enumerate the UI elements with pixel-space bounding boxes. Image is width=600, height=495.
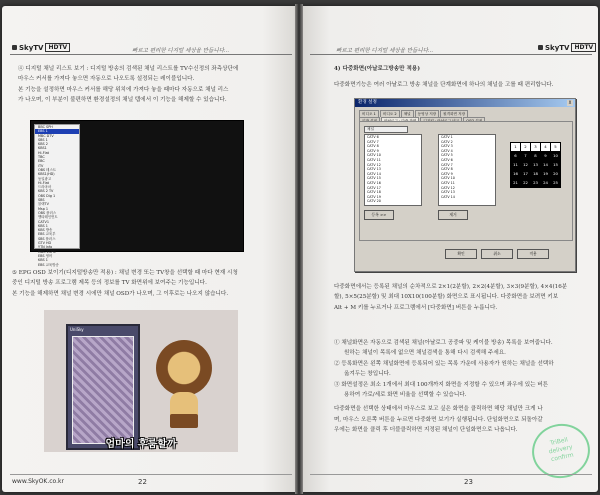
grid-cell[interactable]: 15 xyxy=(551,161,560,169)
cancel-button[interactable]: 취소 xyxy=(481,249,513,259)
osd-screenshot xyxy=(44,310,238,452)
list-item[interactable]: CATV 15 xyxy=(367,176,381,181)
grid-cell[interactable]: 21 xyxy=(511,179,520,187)
text-line: 다중화면을 선택한 상태에서 마우스로 보고 싶은 화면을 클릭하면 해당 채널만 크게 나 xyxy=(334,406,543,413)
left-page xyxy=(2,6,298,492)
text-line: Alt + M 키를 누르거나 프로그램에서 [다중화면] 버튼을 누릅니다. xyxy=(334,304,498,311)
intro-text: 다중화면기능은 여러 아날로그 방송 채널을 단계화면에 하나의 채널을 고를 때 편리합니다. xyxy=(334,82,554,88)
list-item[interactable]: CATV 7 xyxy=(441,162,453,167)
right-slogan: 빠르고 편리한 디지털 세상을 만듭니다... xyxy=(336,48,434,54)
card-tag: UniSky xyxy=(70,327,84,332)
text-line: ④ 디지털 채널 리스트 보기 : 디지털 방송의 검색된 채널 리스트를 TV수신정의 좌측상단에 xyxy=(18,66,239,72)
channel-list-item[interactable]: KBS1 xyxy=(38,146,47,151)
text-line: 옮겨두는 창입니다. xyxy=(344,371,391,378)
left-page-number: 22 xyxy=(138,478,147,486)
list-item[interactable]: CATV 9 xyxy=(441,171,453,176)
list-item[interactable]: CATV 11 xyxy=(367,157,381,162)
right-header-rule xyxy=(310,54,592,55)
channel-list-item[interactable]: EBC xyxy=(38,159,45,164)
list-item[interactable]: CATV 17 xyxy=(367,185,381,190)
grid-cell[interactable]: 22 xyxy=(521,179,530,187)
channel-label: 채널 xyxy=(364,126,408,133)
registered-listbox[interactable] xyxy=(438,134,496,206)
list-item[interactable]: CATV 12 xyxy=(441,185,455,190)
dialog-tab[interactable]: 원격화면 저장 xyxy=(440,110,468,117)
text-line: ⑤ EPG OSD 보이기(디지털방송만 적용) : 채널 변경 또는 TV창을 선택할 때 마다 현재 시청 xyxy=(12,270,238,276)
channel-list-item[interactable]: 동일광고 xyxy=(38,176,52,181)
list-item[interactable]: CATV 18 xyxy=(367,190,381,195)
logo-mark-icon xyxy=(538,45,543,50)
logo-badge: HDTV xyxy=(45,43,70,52)
list-item[interactable]: CATV 10 xyxy=(367,153,381,158)
text-line: 본 기능을 설정하면 마우스 커서를 해당 위치에 가져다 놓을 때마다 자동으로 채널 리스 xyxy=(18,86,229,93)
list-item[interactable]: CATV 8 xyxy=(367,144,379,149)
channel-list-item[interactable]: Msp 1 xyxy=(38,206,49,211)
text-line: ③ 화면설정은 최소 1개에서 최대 100개까지 화면을 지정할 수 있으며 좌우에 있는 버튼 xyxy=(334,381,549,388)
text-line: 용하여 가로/세로 화면 비율을 선택할 수 있습니다. xyxy=(344,392,467,399)
channel-list-item[interactable]: 엔타테인먼트 xyxy=(38,215,58,220)
section-5-text xyxy=(12,268,238,299)
dialog-titlebar xyxy=(355,99,575,107)
list-item[interactable]: CATV 8 xyxy=(441,167,453,172)
channel-list-item[interactable]: GTV HD xyxy=(38,241,52,246)
close-icon[interactable]: X xyxy=(568,100,572,105)
channel-list-item[interactable]: MBC DTV xyxy=(38,133,54,138)
channel-list-item[interactable]: BBC SPH xyxy=(38,125,53,129)
section-heading: 4) 다중화면(아날로그방송만 적용) xyxy=(334,66,420,72)
list-item[interactable]: CATV 11 xyxy=(441,180,455,185)
text-line: 며, 마우스 오른쪽 버튼을 누르면 다중화면 보기가 실행됩니다. 단일화면으로 되돌아갈 xyxy=(334,416,543,423)
channel-list-item[interactable]: MBC ESPN xyxy=(38,249,56,254)
apply-button[interactable]: 적용 xyxy=(517,249,549,259)
book-gutter xyxy=(295,4,303,494)
channel-list-item[interactable]: KBS 2 xyxy=(38,142,48,147)
channel-list-item[interactable]: KBS 1 xyxy=(38,223,48,228)
left-slogan: 빠르고 편리한 디지털 세상을 만듭니다... xyxy=(132,48,230,54)
left-logo xyxy=(12,43,70,52)
notes-text xyxy=(334,338,554,436)
channel-list-screenshot xyxy=(30,120,244,267)
dialog-tab[interactable]: 동영상 저장 xyxy=(415,110,440,117)
channel-list-item[interactable]: CATV1 xyxy=(38,219,49,224)
channel-list-item[interactable]: iTV xyxy=(38,163,44,168)
text-line: 원하는 채널이 목록에 없으면 채널검색을 통해 다시 검색해 주세요. xyxy=(344,350,506,357)
list-item[interactable]: CATV 20 xyxy=(367,199,381,204)
channel-list-item[interactable]: Hi-Flat xyxy=(38,150,50,155)
left-footer-rule xyxy=(10,474,292,475)
channel-list-item[interactable]: KBS 방송 xyxy=(38,228,53,233)
channel-list-item[interactable]: SBS 1 xyxy=(38,137,48,142)
list-item[interactable]: CATV 14 xyxy=(441,194,455,199)
grid-cell[interactable]: 20 xyxy=(551,170,560,178)
multiscreen-panel xyxy=(359,121,573,241)
footer-url: www.SkyOK.co.kr xyxy=(12,478,64,485)
channel-list-panel xyxy=(34,124,80,267)
logo-badge: HDTV xyxy=(571,43,596,52)
list-item[interactable]: CATV 6 xyxy=(441,157,453,162)
text-line: ② 등록화면은 왼쪽 채널화면에 등록되어 있는 목록 가운데 사용자가 원하는 채널을 선택하 xyxy=(334,360,554,367)
channel-list-item[interactable]: EBS 1 xyxy=(35,129,79,133)
left-header-rule xyxy=(10,54,292,55)
osd-caption: 엄마의 후룸할까 xyxy=(105,439,177,450)
channel-list-item[interactable]: KBS 2 TV xyxy=(38,189,54,194)
list-item[interactable]: CATV 14 xyxy=(367,171,381,176)
channel-list-item[interactable]: Hi-Flat xyxy=(38,180,50,185)
logo-brand: SkyTV xyxy=(545,43,570,52)
grid-cell[interactable]: 23 xyxy=(531,179,540,187)
grid-cell[interactable]: 6 xyxy=(511,152,520,160)
text-line: 본 기능을 해제하면 채널 변경 시에만 채널 OSD가 나오며, 그 이후로는 나오지 않습니다. xyxy=(12,290,229,297)
list-item[interactable]: CATV 19 xyxy=(367,194,381,199)
list-item[interactable]: CATV 2 xyxy=(441,139,453,144)
channel-listbox[interactable] xyxy=(364,134,422,206)
card-pattern xyxy=(72,336,134,444)
grid-cell[interactable]: 4 xyxy=(541,143,550,151)
right-page xyxy=(300,6,598,492)
channel-list-item[interactable]: 블랙TV xyxy=(38,202,49,207)
channel-list-item[interactable]: OBS Dig 1 xyxy=(38,193,56,198)
channel-list-item[interactable]: EBS 교육부 xyxy=(38,232,56,237)
grid-cell[interactable]: 5 xyxy=(551,143,560,151)
grid-cell[interactable]: 11 xyxy=(511,161,520,169)
grid-cell[interactable]: 10 xyxy=(551,152,560,160)
list-item[interactable]: CATV 3 xyxy=(441,144,453,149)
list-item[interactable]: CATV 10 xyxy=(441,176,455,181)
logo-mark-icon xyxy=(12,45,17,50)
grid-cell[interactable]: 12 xyxy=(521,161,530,169)
channel-list-item[interactable]: SBS 플러스 xyxy=(38,236,56,241)
lion-character-icon xyxy=(156,340,212,396)
ok-button[interactable]: 확인 xyxy=(445,249,477,259)
delivery-stamp: TriBell delivery confirm xyxy=(527,419,595,484)
remove-channel-button[interactable]: 제거 xyxy=(438,210,468,220)
grid-cell[interactable]: 13 xyxy=(531,161,540,169)
right-page-number: 23 xyxy=(464,478,473,486)
list-item[interactable]: CATV 1 xyxy=(441,135,453,139)
list-item[interactable]: CATV 4 xyxy=(441,148,453,153)
list-item[interactable]: CATV 13 xyxy=(441,190,455,195)
section-4-text xyxy=(18,64,238,106)
grid-cell[interactable]: 25 xyxy=(551,179,560,187)
list-item[interactable]: CATV 9 xyxy=(367,148,379,153)
list-item[interactable]: CATV 16 xyxy=(367,180,381,185)
channel-list-item[interactable]: KBS1(HD) xyxy=(38,172,55,177)
body-text xyxy=(334,282,567,313)
list-item[interactable]: CATV 13 xyxy=(367,167,381,172)
channel-list-item[interactable]: TBC xyxy=(38,155,45,160)
grid-cell[interactable]: 3 xyxy=(531,143,540,151)
list-item[interactable]: CATV 6 xyxy=(367,135,379,139)
grid-cell[interactable]: 7 xyxy=(521,152,530,160)
grid-cell[interactable]: 18 xyxy=(531,170,540,178)
text-line: 가 나오며, 이 부분이 불편하면 환경설정의 채널 탭에서 이 기능을 해제할 수 있습니다. xyxy=(18,97,227,104)
text-line: ① 채널화면은 자동으로 검색된 채널(아날로그 공중파 및 케이블 방송) 목록을 보여줍니다. xyxy=(334,340,553,346)
grid-cell[interactable]: 9 xyxy=(541,152,550,160)
right-footer-rule xyxy=(310,474,592,475)
add-channel-button[interactable]: 등록 >> xyxy=(364,210,394,220)
text-line: 우에는 화면을 클릭 후 더블클릭하면 지정된 채널이 단일화면으로 나옵니다. xyxy=(334,427,518,434)
dialog-tab[interactable]: 채널 xyxy=(401,110,414,117)
right-logo xyxy=(538,43,596,52)
grid-cell[interactable]: 1 xyxy=(511,143,520,151)
list-item[interactable]: CATV 12 xyxy=(367,162,381,167)
logo-brand: SkyTV xyxy=(19,43,44,52)
channel-list-item[interactable]: OBS 테스트 xyxy=(38,167,56,172)
channel-list-item[interactable]: 드라마마 xyxy=(38,185,52,190)
channel-list-item[interactable]: EBS 영어 xyxy=(38,253,53,258)
text-line: 마우스 커서를 가져다 놓으면 자동으로 나오도록 설정되는 레이블입니다. xyxy=(18,76,195,83)
channel-list-item[interactable]: YTN Info xyxy=(38,245,53,250)
dialog-tab[interactable]: 비디오 2 xyxy=(380,110,400,117)
text-line: 중인 디지털 방송 프로그램 제목 등의 정보를 TV 화면위에 보여주는 기능입니다. xyxy=(12,280,207,287)
dialog-tab[interactable]: 비디오 1 xyxy=(359,110,379,117)
screen-grid[interactable] xyxy=(510,142,561,188)
text-line: 할), 5×5(25분할) 및 최대 10X10(100분할) 화면으로 표시됩니다. 다중화면을 보려면 키보 xyxy=(334,294,559,301)
channel-list-item[interactable]: EBS 교육방송 xyxy=(38,262,59,267)
dialog-title: 환경 설정 xyxy=(358,100,377,105)
grid-cell[interactable]: 17 xyxy=(521,170,530,178)
channel-list-item[interactable]: OBS 플러스 xyxy=(38,210,56,215)
grid-cell[interactable]: 14 xyxy=(541,161,550,169)
list-item[interactable]: CATV 5 xyxy=(441,153,453,158)
grid-cell[interactable]: 24 xyxy=(541,179,550,187)
channel-list-item[interactable]: SBS xyxy=(38,198,45,203)
grid-cell[interactable]: 16 xyxy=(511,170,520,178)
channel-list-item[interactable]: KBS 1 xyxy=(38,258,48,263)
program-card xyxy=(66,324,140,450)
grid-cell[interactable]: 8 xyxy=(531,152,540,160)
text-line: 다중화면에서는 등록된 채널의 순차적으로 2×1(2분할), 2×2(4분할), 3×3(9분할), 4×4(16분 xyxy=(334,284,568,290)
grid-cell[interactable]: 19 xyxy=(541,170,550,178)
grid-cell[interactable]: 2 xyxy=(521,143,530,151)
list-item[interactable]: CATV 7 xyxy=(367,139,379,144)
settings-dialog xyxy=(354,98,576,272)
lion-pants xyxy=(170,414,198,428)
